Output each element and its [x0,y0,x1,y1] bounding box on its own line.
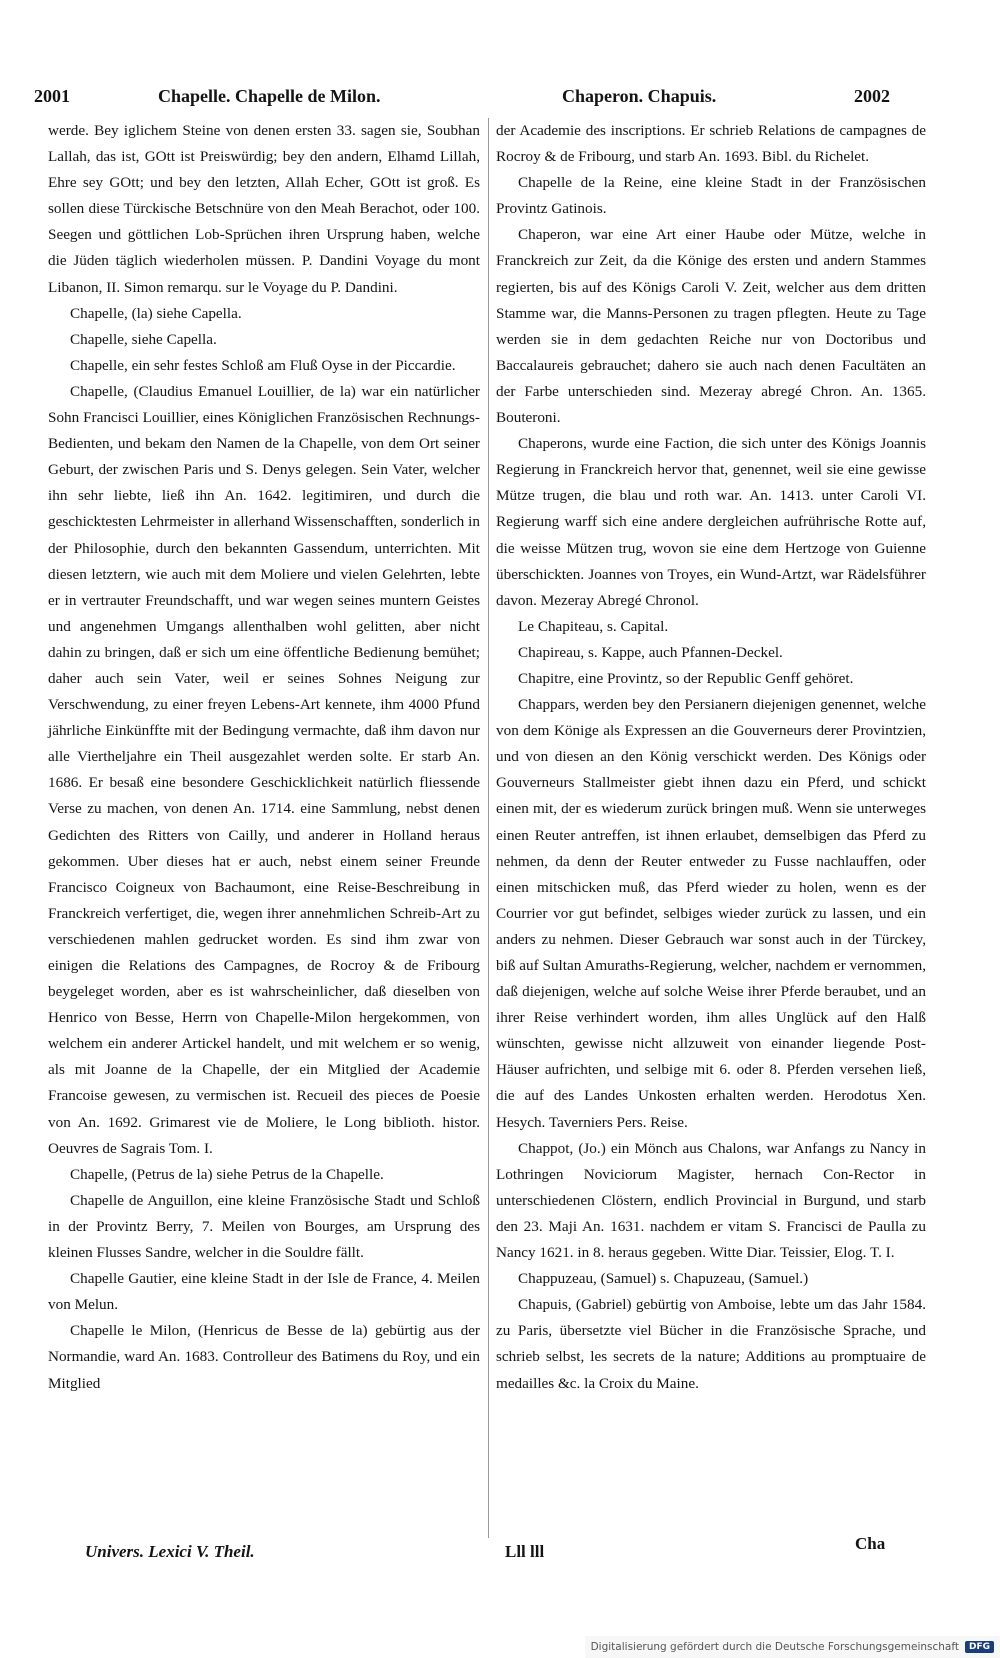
dictionary-entry: Chapelle de la Reine, eine kleine Stadt in der Französischen Provintz Gatinois. [496,174,926,218]
dictionary-entry: Chapelle, ein sehr festes Schloß am Fluß Oyse in der Piccardie. [70,356,456,374]
dictionary-entry: Chappot, (Jo.) ein Mönch aus Chalons, war Anfangs zu Nancy in Lothringen Noviciorum Magister, hernach Con-Rector in unterschiedenen Clöstern, endlich Provincial in Burgund, und starb den 23. Maji An. 1631. nachdem er vitam S. Francisci de Paulla zu Nancy 1621. in 8. heraus gegeben. Witte Diar. Teissier, Elog. T. I. [496,1139,926,1262]
dictionary-entry: Chapuis, (Gabriel) gebürtig von Amboise, lebte um das Jahr 1584. zu Paris, übersetzte viel Bücher in die Französische Sprache, und schrieb selbst, les secrets de la nature; Additions au promptuaire de medailles &c. la Croix du Maine. [496,1296,926,1392]
dictionary-entry: Chapelle de Anguillon, eine kleine Französische Stadt und Schloß in der Provintz Berry, 7. Meilen von Bourges, am Ursprung des kleinen Flusses Sandre, welcher in die Souldre fällt. [48,1191,480,1262]
right-heading: Chaperon. Chapuis. [562,86,717,106]
gathering-signature: Lll lll [505,1542,545,1561]
left-heading: Chapelle. Chapelle de Milon. [158,86,381,106]
digitization-footer [585,1636,1000,1658]
volume-signature: Univers. Lexici V. Theil. [85,1542,255,1561]
dictionary-entry: Chaperons, wurde eine Faction, die sich unter des Königs Joannis Regierung in Franckreich hervor that, genennet, weil sie eine gewisse Mütze trugen, die blau und roth war. An. 1413. unter Caroli VI. Regierung warff sich eine andere dergleichen aufrührische Rotte auf, die weisse Mützen trug, wovon sie eine dem Hertzoge von Guienne überschickten. Joannes von Troyes, ein Wund-Artzt, war Rädelsführer davon. Mezeray Abregé Chronol. [496,435,926,609]
dictionary-entry: Chapireau, s. Kappe, auch Pfannen-Deckel. [518,643,783,661]
dictionary-entry: Chappuzeau, (Samuel) s. Chapuzeau, (Samuel.) [518,1270,809,1288]
dictionary-entry: werde. Bey iglichem Steine von denen ersten 33. sagen sie, Soubhan Lallah, das ist, GOtt ist Preiswürdig; bey den andern, Elhamd Lillah, Ehre sey GOtt; und bey den letzten, Allah Echer, GOtt ist groß. Es sollen diese Türckische Betschnüre von den Meah Berachot, oder 100. Seegen und göttlichen Lob-Sprüchen ihren Ursprung haben, welche die Jüden täglich wiederholen müssen. P. Dandini Voyage du mont Libanon, II. Simon remarqu. sur le Voyage du P. Dandini. [48,122,480,296]
dictionary-entry: Chapitre, eine Provintz, so der Republic Genff gehöret. [518,669,854,687]
page-number-right: 2002 [854,86,890,106]
column-divider [488,118,489,1538]
dfg-logo-icon: DFG [965,1641,994,1653]
dictionary-entry: Chapelle, (la) siehe Capella. [70,304,242,322]
running-header [30,80,930,114]
dictionary-entry: Chapelle, siehe Capella. [70,330,217,348]
funding-note: Digitalisierung gefördert durch die Deutsche Forschungsgemeinschaft [590,1641,959,1653]
dictionary-entry: Le Chapiteau, s. Capital. [518,617,669,635]
dictionary-entry: Chapelle le Milon, (Henricus de Besse de la) gebürtig aus der Normandie, ward An. 1683. Controlleur des Batimens du Roy, und ein Mitglied [48,1322,480,1392]
dictionary-entry: Chappars, werden bey den Persianern diejenigen genennet, welche von dem Könige als Expressen an die Gouverneurs derer Provintzien, und von diesen an den König verschickt werden. Des Königs oder Gouverneurs Stallmeister giebt ihnen dazu ein Pferd, und schickt einen mit, der es wiederum zurück bringen muß. Wenn sie unterweges einen Reuter antreffen, ist ihnen erlaubet, demselbigen das Pferd zu nehmen, da denn der Reuter entweder zu Fusse nachlauffen, oder einen mitschicken muß, das Pferd wieder zu holen, wenn es der Courrier vor gut befindet, selbiges wieder zurück zu lassen, und ein anders zu nehmen. Dieser Gebrauch war sonst auch in der Türckey, biß auf Sultan Amuraths-Regierung, welcher, nachdem er vernommen, daß diejenigen, welche auf solche Weise ihrer Pferde beraubet, und an ihrer Reise verhindert worden, ihm alles Unglück auf den Halß wünschten, gewisse nicht allzuweit von einander liegende Post-Häuser aufrichten, und selbige mit 6. oder 8. Pferden versehen ließ, die auf des Landes Unkosten erhalten werden. Herodotus Xen. Hesych. Taverniers Pers. Reise. [496,696,926,1131]
signature-line [85,1534,945,1572]
page-number-left: 2001 [34,86,70,106]
dictionary-entry: Chaperon, war eine Art einer Haube oder Mütze, welche in Franckreich zur Zeit, da die Könige des ersten und andern Stammes regierten, bis auf des Königs Caroli V. Zeit, welcher aus dem dritten Stamme war, die Manns-Personen zu tragen pflegten. Heute zu Tage werden sie in dem gedachten Reiche nur von Doctoribus und Baccalaureis gebrauchet; dahero sie auch nach denen Facultäten an der Farbe unterschieden sind. Mezeray abregé Chron. An. 1365. Bouteroni. [496,226,926,427]
dictionary-entry: Chapelle Gautier, eine kleine Stadt in der Isle de France, 4. Meilen von Melun. [48,1270,480,1314]
left-column [48,118,480,1397]
right-column [496,118,926,1397]
catchword: Cha [855,1534,886,1553]
dictionary-entry: Chapelle, (Claudius Emanuel Louillier, de la) war ein natürlicher Sohn Francisci Louillier, eines Königlichen Französischen Rechnungs-Bedienten, und bekam den Namen de la Chapelle, von dem Ort seiner Geburt, der zwischen Paris und S. Denys gelegen. Sein Vater, welcher ihn sehr liebte, ließ ihn An. 1642. legitimiren, und durch die geschicktesten Lehrmeister in allerhand Wissenschafften, sonderlich in der Philosophie, durch den bekannten Gassendum, unterrichten. Mit diesen letztern, wie auch mit dem Moliere und vielen Gelehrten, lebte er in vertrauter Freundschafft, und war wegen seines muntern Geistes und angenehmen Umgangs allenthalben wohl gelitten, aber nicht dahin zu bringen, daß er sich um eine öffentliche Bedienung bemühet; daher auch sein Vater, weil er seines Sohnes Neigung zur Verschwendung, zu einer freyen Lebens-Art kennete, ihm 4000 Pfund jährliche Einkünffte mit der Bedingung vermachte, daß ihm davon nur alle Viertheljahre ein Theil ausgezahlet werden solte. Er starb An. 1686. Er besaß eine besondere Geschicklichkeit natürlich fliessende Verse zu machen, von denen An. 1714. eine Sammlung, nebst denen Gedichten des Ritters von Cailly, und anderer in Holland heraus gekommen. Uber dieses hat er auch, nebst einem seiner Freunde Francisco Coigneux von Bachaumont, eine Reise-Beschreibung in Franckreich verfertiget, die, wegen ihrer annehmlichen Schreib-Art zu verschiedenen mahlen gedrucket worden. Es sind ihm zwar von einigen die Relations des Campagnes, de Rocroy & de Fribourg beygeleget worden, aber es ist wahrscheinlicher, daß dieselben von Henrico von Besse, Herrn von Chapelle-Milon hergekommen, von welchem ein anderer Artickel handelt, und mit welchem er so wenig, als mit Joanne de la Chapelle, der ein Mitglied der Academie Francoise gewesen, zu vermischen ist. Recueil des pieces de Poesie von An. 1692. Grimarest vie de Moliere, le Long biblioth. histor. Oeuvres de Sagrais Tom. I. [48,382,480,1157]
dictionary-entry: Chapelle, (Petrus de la) siehe Petrus de la Chapelle. [70,1165,384,1183]
dictionary-entry: der Academie des inscriptions. Er schrieb Relations de campagnes de Rocroy & de Fribourg, und starb An. 1693. Bibl. du Richelet. [496,122,926,166]
